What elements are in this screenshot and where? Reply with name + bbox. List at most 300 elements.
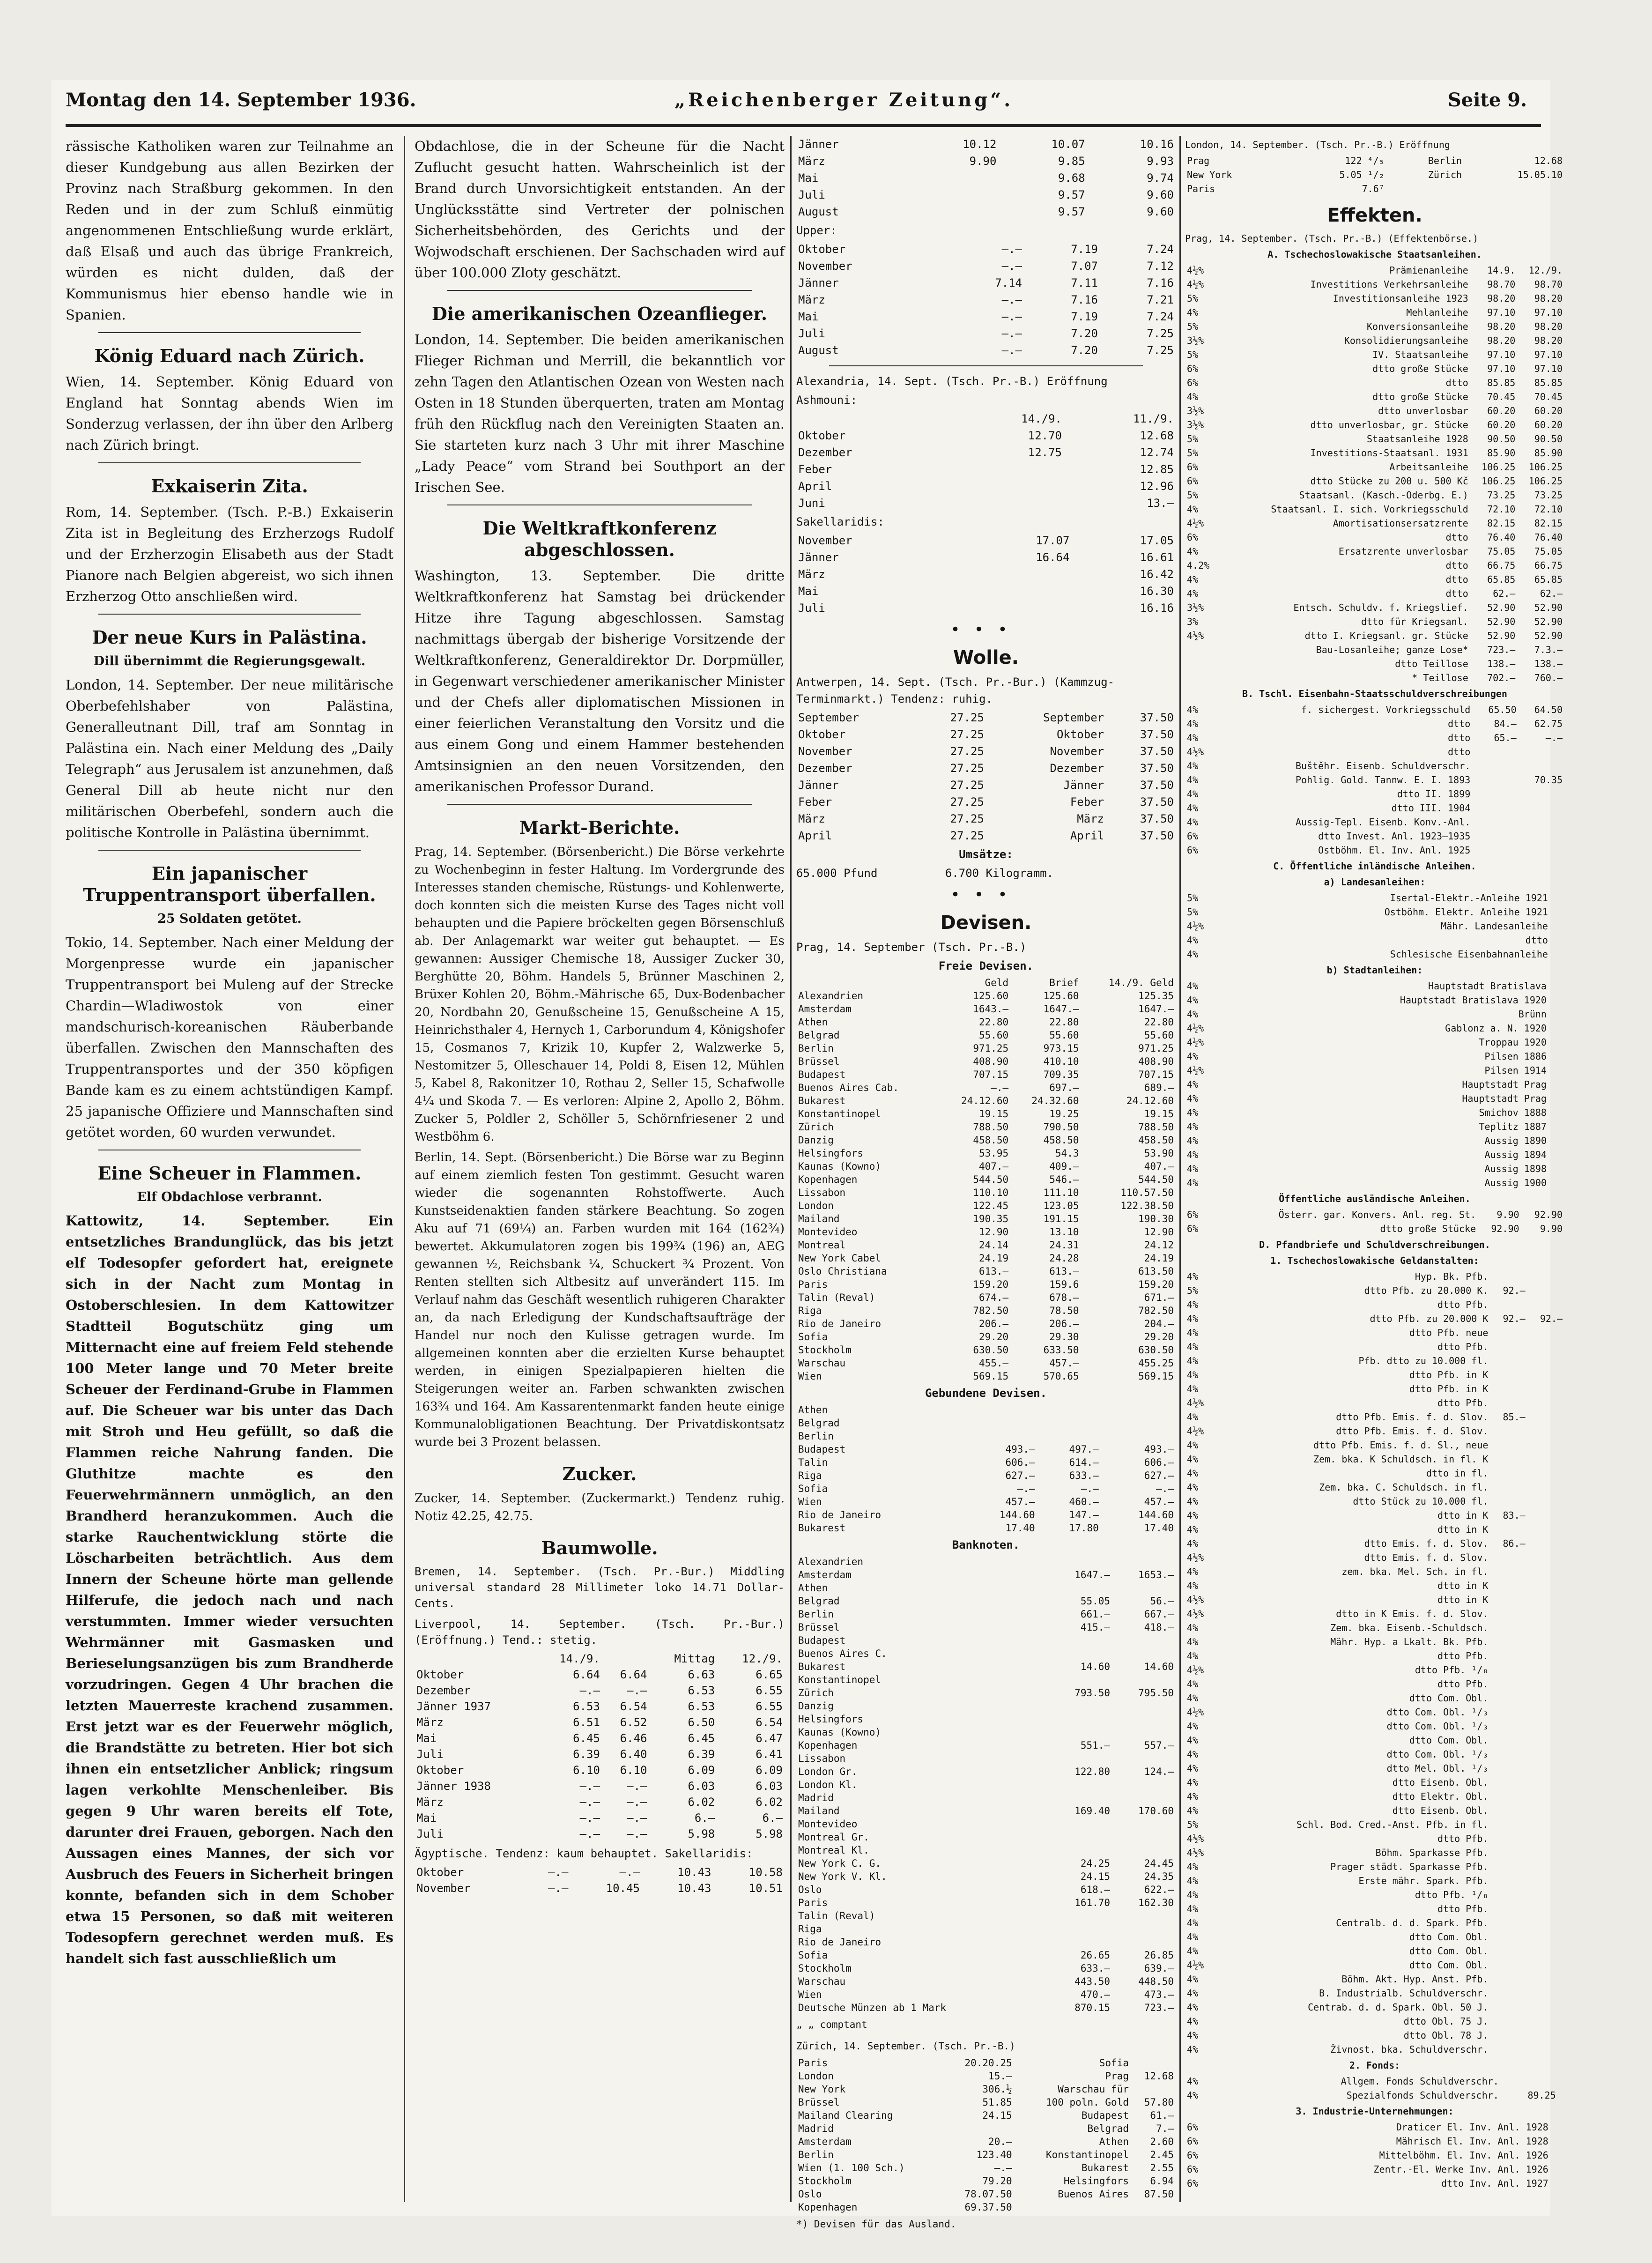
row-value: 306.½	[982, 2084, 1012, 2095]
row-value	[1048, 1791, 1112, 1804]
row-value: dtto Com. Obl.	[1409, 1692, 1489, 1704]
row-label: 4%	[1187, 1510, 1199, 1521]
row-label: Madrid	[798, 2123, 834, 2134]
table-row	[1185, 773, 1564, 787]
row-label: Kaunas (Kowno)	[798, 1161, 882, 1172]
row-value: 106.25	[1528, 461, 1563, 473]
row-value	[1548, 1176, 1556, 1190]
table-row	[796, 1042, 1176, 1055]
table-row	[796, 2070, 1176, 2083]
row-value: Aussig-Tepl. Eisenb. Konv.-Anl.	[1296, 816, 1471, 828]
row-label: Paris	[798, 1279, 828, 1290]
table-row	[796, 1660, 1176, 1673]
row-value: November	[1050, 745, 1104, 758]
table-heading: Ashmouni:	[796, 393, 858, 407]
row-value: 110.10	[973, 1187, 1009, 1198]
row-value: 97.10	[1534, 349, 1563, 360]
table-row	[796, 1317, 1176, 1330]
row-value: 671.—	[1144, 1292, 1174, 1303]
row-value: dtto	[1448, 718, 1471, 729]
row-value: dtto in K	[1437, 1580, 1489, 1591]
row-label: 4%	[1187, 2016, 1199, 2027]
table-row	[1185, 1368, 1564, 1382]
table-row	[1185, 1536, 1564, 1551]
row-value	[1048, 1555, 1112, 1568]
table-row	[796, 1508, 1176, 1521]
table-row	[1185, 1593, 1564, 1607]
row-label: Belgrad	[798, 1417, 840, 1429]
table-row	[796, 2174, 1176, 2188]
row-label: 4%	[1187, 1678, 1199, 1690]
row-value	[1112, 1634, 1176, 1647]
row-value: f. sichergest. Vorkriegsschuld	[1301, 704, 1471, 715]
table-row	[1185, 1494, 1564, 1508]
table-row	[1185, 1396, 1564, 1410]
article-text: Obdachlose, die in der Scheune für die Nacht Zuflucht gesucht hatten. Wahrscheinlich ist der Brand durch Unvorsichtigkeit entstanden. An der Unglücksstätte sind Vertreter der polnischen Sicherheitsbehörden, des Gerichts und der Wojwodschaft erschienen. Der Sachschaden wird auf über 100.000 Zloty geschätzt.	[415, 138, 785, 281]
row-value	[1548, 1134, 1556, 1148]
row-value	[1112, 1581, 1176, 1595]
row-value: 12.85	[1140, 463, 1174, 476]
quote-table	[796, 410, 1176, 512]
row-label: Paris	[798, 1897, 828, 1908]
row-label: 4%	[1187, 2002, 1199, 2013]
table-row	[1185, 291, 1564, 305]
row-label: Deutsche Münzen ab 1 Mark	[798, 2002, 947, 2013]
row-value: Ostböhm. El. Inv. Anl. 1925	[1318, 845, 1471, 856]
row-value: 26.65	[1080, 1950, 1111, 1961]
row-value: 98.70	[1534, 279, 1563, 290]
row-label: 4%	[1187, 732, 1199, 743]
row-value	[1042, 1673, 1048, 1686]
row-value: 98.20	[1487, 321, 1516, 332]
row-value	[1112, 1713, 1176, 1726]
row-value	[1112, 1555, 1176, 1568]
table-row	[1185, 390, 1564, 404]
row-label: 4%	[1187, 1299, 1199, 1310]
row-label: Juli	[798, 327, 825, 340]
row-value	[952, 461, 1064, 478]
row-value	[1556, 979, 1564, 993]
row-value	[1527, 1340, 1564, 1354]
row-label: Danzig	[798, 1135, 834, 1146]
quote-table	[415, 1651, 785, 1842]
row-value: 13.10	[1049, 1226, 1079, 1238]
row-value	[962, 1417, 1037, 1430]
column-divider	[1179, 136, 1181, 2202]
row-value: 97.10	[1487, 349, 1516, 360]
table-row	[796, 1595, 1176, 1608]
row-value	[939, 258, 948, 275]
table-row	[1185, 1222, 1564, 1236]
row-value	[1527, 2000, 1564, 2014]
row-label: 4½%	[1187, 265, 1204, 276]
row-value: 10.12	[963, 138, 997, 151]
row-label: Wien (1. 100 Sch.)	[798, 2162, 905, 2174]
row-value: 6.10	[620, 1764, 647, 1777]
row-value	[1042, 1962, 1048, 1975]
row-label: 3%	[1187, 616, 1199, 627]
table-row	[796, 1608, 1176, 1621]
row-value	[1112, 1791, 1176, 1804]
row-value	[1557, 905, 1564, 919]
row-label: 4½%	[1187, 1594, 1204, 1605]
table-row	[1185, 1298, 1564, 1312]
row-value: 16.16	[1140, 601, 1174, 615]
article-headline: Die Weltkraftkonferenz abgeschlossen.	[482, 518, 717, 560]
row-label: 4½%	[1187, 1065, 1204, 1076]
row-value: Teplitz 1887	[1479, 1121, 1547, 1132]
table-row	[796, 566, 1176, 583]
section-headline: Wolle.	[953, 647, 1019, 668]
row-value: Böhm. Sparkasse Pfb.	[1375, 1847, 1489, 1858]
table-row	[796, 1778, 1176, 1791]
row-value: dtto	[1525, 935, 1548, 946]
table-row	[1185, 2014, 1564, 2028]
row-value: dtto Pfb. ¹/₈	[1415, 1889, 1489, 1900]
table-row	[415, 1699, 785, 1714]
row-value	[1550, 2162, 1557, 2176]
table-row	[1185, 1691, 1564, 1705]
row-value	[1527, 1958, 1564, 1972]
table-row	[796, 2096, 1176, 2109]
row-value: 92.—	[1503, 1285, 1526, 1296]
row-label: Berlin	[798, 2149, 834, 2160]
row-value	[1042, 1660, 1048, 1673]
row-value	[967, 583, 1072, 600]
table-row	[796, 1199, 1176, 1212]
table-row	[1185, 1565, 1564, 1579]
row-value	[957, 583, 967, 600]
row-value: Pilsen 1886	[1484, 1051, 1547, 1062]
row-value: —.—	[1081, 1483, 1099, 1494]
row-value	[1556, 1148, 1564, 1162]
row-value: 16.64	[1036, 551, 1070, 564]
row-value: dtto Emis. f. d. Slov.	[1364, 1552, 1489, 1563]
row-label: Montevideo	[798, 1818, 858, 1830]
row-value: 7.20	[1071, 327, 1098, 340]
row-value: 29.20	[978, 1331, 1009, 1343]
quote-table	[796, 241, 1176, 359]
table-row	[796, 726, 1176, 743]
row-label: Rio de Janeiro	[798, 1318, 882, 1329]
row-value	[1519, 829, 1564, 843]
row-value: 98.20	[1534, 335, 1563, 346]
table-row	[1185, 1162, 1564, 1176]
row-label: Oktober	[416, 1866, 464, 1879]
row-value: 408.90	[1138, 1056, 1174, 1067]
table-heading: Ägyptische. Tendenz: kaum behauptet. Sakellaridis:	[415, 1847, 753, 1860]
row-value	[1490, 1340, 1527, 1354]
row-value	[1042, 1647, 1048, 1660]
row-value: 37.50	[1140, 728, 1174, 741]
row-value: 16.42	[1140, 568, 1174, 581]
row-value: 5.98	[688, 1827, 715, 1840]
row-value: Hauptstadt Prag	[1462, 1093, 1547, 1104]
section-headline: Zucker.	[562, 1463, 637, 1484]
row-value	[1472, 787, 1518, 801]
table-row	[1185, 182, 1564, 196]
row-value: dtto Com. Obl.	[1409, 1931, 1489, 1943]
row-value: dtto	[1448, 732, 1471, 743]
table-row	[796, 1469, 1176, 1482]
table-row	[1185, 1077, 1564, 1091]
row-value: 85.90	[1487, 447, 1516, 459]
row-value	[1527, 1438, 1564, 1452]
row-value: 191.15	[1043, 1213, 1079, 1224]
row-value: 667.—	[1144, 1609, 1174, 1620]
row-value	[1131, 2201, 1176, 2214]
table-subheading: 1. Tschechoslowakische Geldanstalten:	[1270, 1255, 1479, 1266]
row-label: Oktober	[416, 1668, 464, 1681]
row-label: Wien	[798, 1989, 822, 2000]
row-value: 6.55	[756, 1684, 783, 1697]
row-label: New York C. G.	[798, 1858, 882, 1869]
row-value: Österr. gar. Konvers. Anl. reg. St.	[1278, 1209, 1476, 1220]
table-row	[1185, 1663, 1564, 1677]
table-row	[1185, 1522, 1564, 1536]
table-row	[796, 258, 1176, 275]
table-row	[1185, 1035, 1564, 1049]
table-row	[796, 1634, 1176, 1647]
row-value	[1048, 1909, 1112, 1922]
table-row	[415, 1826, 785, 1842]
table-row	[1185, 1176, 1564, 1190]
row-label: 6%	[1187, 377, 1199, 388]
row-value: 6.64	[620, 1668, 647, 1681]
table-row	[1185, 1354, 1564, 1368]
currency-table	[796, 1403, 1176, 1535]
row-value: Helsingfors	[1063, 2175, 1129, 2187]
table-heading: Alexandria, 14. Sept. (Tsch. Pr.-B.) Eröffnung	[796, 375, 1108, 388]
row-value: 65.50	[1488, 704, 1517, 715]
table-row	[796, 2135, 1176, 2148]
row-label: Stockholm	[798, 1963, 852, 1974]
row-value: 627.—	[1005, 1470, 1035, 1481]
table-row	[796, 1752, 1176, 1765]
row-value	[1550, 933, 1557, 947]
table-row	[796, 1002, 1176, 1016]
row-value: 9.57	[1058, 205, 1085, 218]
table-row	[796, 2148, 1176, 2161]
row-value: 57.80	[1144, 2097, 1174, 2108]
row-value: Schl. Bod. Cred.-Anst. Pfb. in fl.	[1296, 1819, 1489, 1830]
row-label: 4%	[1187, 1051, 1199, 1062]
table-row	[1185, 305, 1564, 319]
row-label: Bukarest	[798, 1522, 846, 1534]
row-value: dtto Com. Obl. ¹/₃	[1386, 1707, 1489, 1718]
row-label: 4%	[1187, 1622, 1199, 1633]
row-value	[901, 203, 910, 220]
row-label: Oslo	[798, 2189, 822, 2200]
row-value	[952, 478, 1064, 495]
row-value: 12.68	[1144, 2070, 1174, 2082]
row-value: 27.25	[950, 711, 984, 724]
securities-table	[1185, 263, 1564, 685]
row-value	[1519, 787, 1564, 801]
row-value: —.—	[1001, 310, 1022, 323]
table-row	[1185, 334, 1564, 348]
row-label: Belgrad	[798, 1030, 840, 1041]
row-value: 27.25	[950, 779, 984, 792]
row-label: Berlin	[798, 1043, 834, 1054]
row-value: 159.20	[1138, 1279, 1174, 1290]
row-label: 4½%	[1187, 1023, 1204, 1034]
row-value: 24.19	[978, 1253, 1009, 1264]
row-value	[1048, 1673, 1112, 1686]
row-value: dtto Teillose	[1395, 658, 1468, 669]
row-value: 85.90	[1534, 447, 1563, 459]
row-label: März	[798, 568, 825, 581]
table-row	[796, 1857, 1176, 1870]
row-value	[1490, 1902, 1527, 1916]
row-label: 6%	[1187, 845, 1199, 856]
row-value	[1527, 1818, 1564, 1832]
row-value: 19.15	[978, 1108, 1009, 1120]
row-label: Feber	[798, 463, 832, 476]
row-label: 4%	[1187, 1327, 1199, 1338]
table-note: *) Devisen für das Ausland.	[796, 2218, 956, 2230]
row-value	[1490, 1860, 1527, 1874]
row-value	[1490, 1705, 1527, 1719]
row-value: Konversionsanleihe	[1367, 321, 1468, 332]
row-value: 544.50	[973, 1174, 1009, 1185]
row-label: 4%	[1187, 2030, 1199, 2041]
row-label: 3½%	[1187, 335, 1204, 346]
row-value: 122 ⁴/₅	[1345, 155, 1385, 166]
table-row	[796, 1988, 1176, 2001]
row-value: 79.20	[982, 2175, 1012, 2187]
table-row	[796, 1357, 1176, 1370]
row-value	[1042, 2001, 1048, 2014]
row-value: 54.3	[1055, 1148, 1079, 1159]
row-label: Paris	[1187, 183, 1215, 194]
table-row	[796, 1370, 1176, 1383]
table-row	[1185, 1049, 1564, 1063]
row-value: 78.07.50	[964, 2189, 1012, 2200]
table-row	[796, 1160, 1176, 1173]
divider	[447, 804, 752, 805]
row-value: 106.25	[1482, 461, 1516, 473]
row-value	[1490, 1494, 1527, 1508]
row-value	[1548, 1021, 1556, 1035]
row-value	[1490, 1677, 1527, 1691]
row-value	[1490, 1958, 1527, 1972]
row-value	[1527, 2014, 1564, 2028]
row-value: 85.—	[1503, 1411, 1526, 1423]
row-value: 61.—	[1150, 2110, 1174, 2121]
table-row	[796, 1713, 1176, 1726]
table-row	[796, 461, 1176, 478]
row-value	[1527, 1284, 1564, 1298]
row-value	[1490, 1579, 1527, 1593]
row-value: 124.—	[1144, 1766, 1174, 1777]
article-text: Kattowitz, 14. September. Ein entsetzliches Brandunglück, das bis jetzt elf Todesopfer gefordert hat, ereignete sich in der Nacht zum Montag in Ostoberschlesien. In dem Kattowitzer Stadtteil Bogutschütz ging um Mitternacht eine auf freiem Feld stehende 100 Meter lange und 70 Meter breite Scheuer der Ferdinand-Grube in Flammen auf. Die Scheuer war bis unter das Dach mit Stroh und Heu gefüllt, so daß die Flammen reiche Nahrung fanden. Die Gluthitze machte es den Feuerwehrmännern unmöglich, an den Brandherd heranzukommen. Auch die starke Rauchentwicklung störte die Löscharbeiten beträchtlich. Aus dem Innern der Scheune hörte man gellende Hilferufe, die jedoch nach und nach verstummten. Immer wieder versuchten Wehrmänner mit Gasmasken und Berieselungsanzügen bis zum Brandherde vorzudringen. Gegen 4 Uhr brachen die letzten Mauerreste krachend zusammen. Erst jetzt war es der Feuerwehr möglich, die Brandstätte zu betreten. Hier bot sich ihnen ein entsetzlicher Anblick; ringsum lagen verkohlte Menschenleiber. Bis gegen 9 Uhr waren bereits elf Tote, darunter drei Frauen, geborgen. Nach den Aussagen eines Mannes, der sich vor Ausbruch des Feuers in Sicherheit bringen konnte, befanden sich in dem Schober etwa 15 Personen, so daß mit weiteren Todesopfern gerechnet werden muß. Es handelt sich fast ausschließlich um	[66, 1213, 393, 1966]
securities-table	[1185, 1208, 1564, 1236]
row-label: 4%	[1187, 935, 1199, 946]
table-row	[796, 1739, 1176, 1752]
row-value: —.—	[627, 1796, 647, 1809]
securities-table	[1185, 891, 1564, 961]
row-value: 6.94	[1150, 2175, 1174, 2187]
row-value: 12.70	[1028, 429, 1062, 442]
row-value: 6.64	[573, 1668, 600, 1681]
row-value	[1112, 1844, 1176, 1857]
row-label: Montreal Kl.	[798, 1845, 869, 1856]
row-value: dtto Stück zu 10.000 fl.	[1353, 1496, 1489, 1507]
securities-table	[1185, 2120, 1564, 2190]
table-row	[1185, 376, 1564, 390]
row-label: New York	[1187, 169, 1232, 180]
row-value	[1042, 1713, 1048, 1726]
row-value: 106.25	[1482, 475, 1516, 487]
row-label: Mai	[416, 1811, 437, 1825]
row-value: 52.90	[1534, 616, 1563, 627]
table-row	[796, 2083, 1176, 2096]
row-value	[1556, 993, 1564, 1007]
row-value	[1527, 1607, 1564, 1621]
row-label: 6%	[1187, 831, 1199, 842]
row-value: zem. bka. Mel. Sch. in fl.	[1341, 1566, 1489, 1577]
table-row	[796, 1186, 1176, 1199]
table-row	[1185, 1382, 1564, 1396]
table-subheading: C. Öffentliche inländische Anleihen.	[1273, 861, 1476, 872]
row-value	[1490, 1803, 1527, 1818]
row-value	[1556, 1106, 1564, 1120]
row-label: 4½%	[1187, 1037, 1204, 1048]
table-row	[1185, 1888, 1564, 1902]
row-value	[1101, 1430, 1176, 1443]
row-value	[962, 1430, 1037, 1443]
table-row	[796, 203, 1176, 220]
row-value	[1042, 1909, 1048, 1922]
row-value: 788.50	[1138, 1121, 1174, 1133]
row-label: April	[798, 480, 832, 493]
row-label: 4%	[1187, 574, 1199, 585]
row-value: Buštěhr. Eisenb. Schuldverschr.	[1296, 760, 1471, 772]
row-label: Stockholm	[798, 1344, 852, 1356]
row-value: 125.60	[973, 990, 1009, 1002]
table-row	[796, 1029, 1176, 1042]
row-label: 4%	[1187, 1749, 1199, 1760]
row-label: Wien	[798, 1371, 822, 1382]
row-label: März	[798, 293, 825, 306]
row-value	[901, 170, 910, 186]
currency-table	[796, 976, 1176, 1383]
row-value: 630.50	[1138, 1344, 1174, 1356]
row-value: 56.—	[1150, 1595, 1174, 1607]
row-label: 4%	[1187, 1079, 1199, 1090]
table-row	[1185, 348, 1564, 362]
row-value: 106.25	[1528, 475, 1563, 487]
table-row	[1185, 1761, 1564, 1775]
row-label: 4%	[1187, 1107, 1199, 1118]
divider	[447, 290, 752, 291]
row-value: 122.80	[1074, 1766, 1111, 1777]
row-value	[1548, 1162, 1556, 1176]
article-text: Washington, 13. September. Die dritte Weltkraftkonferenz hat Samstag bei drückender Hitze ihre Tagung abgeschlossen. Samstag nachmittags übergab der bisherige Vorsitzende der Weltkraftkonferenz, Generaldirektor Dr. Dorpmüller, in Gegenwart verschiedener amerikanischer Minister und der Chefs aller diplomatischen Missionen in einer feierlichen Veranstaltung den Vorsitz und die aus einem Gong und einem Hammer bestehenden Amtsinsignien an den neuen Vorsitzenden, den amerikanischen Professor Durand.	[415, 568, 785, 794]
row-value: 52.90	[1534, 602, 1563, 613]
row-value: 788.50	[973, 1121, 1009, 1133]
row-label: Berlin	[798, 1609, 834, 1620]
article-subheadline: 25 Soldaten getötet.	[157, 912, 302, 926]
table-row	[1185, 530, 1564, 544]
row-label	[1185, 671, 1218, 685]
table-row	[1185, 2134, 1564, 2148]
row-value: dtto große Stücke	[1372, 363, 1468, 374]
row-label: Brüssel	[798, 1056, 840, 1067]
row-value	[942, 461, 952, 478]
row-value: 9.90	[1540, 1223, 1563, 1234]
